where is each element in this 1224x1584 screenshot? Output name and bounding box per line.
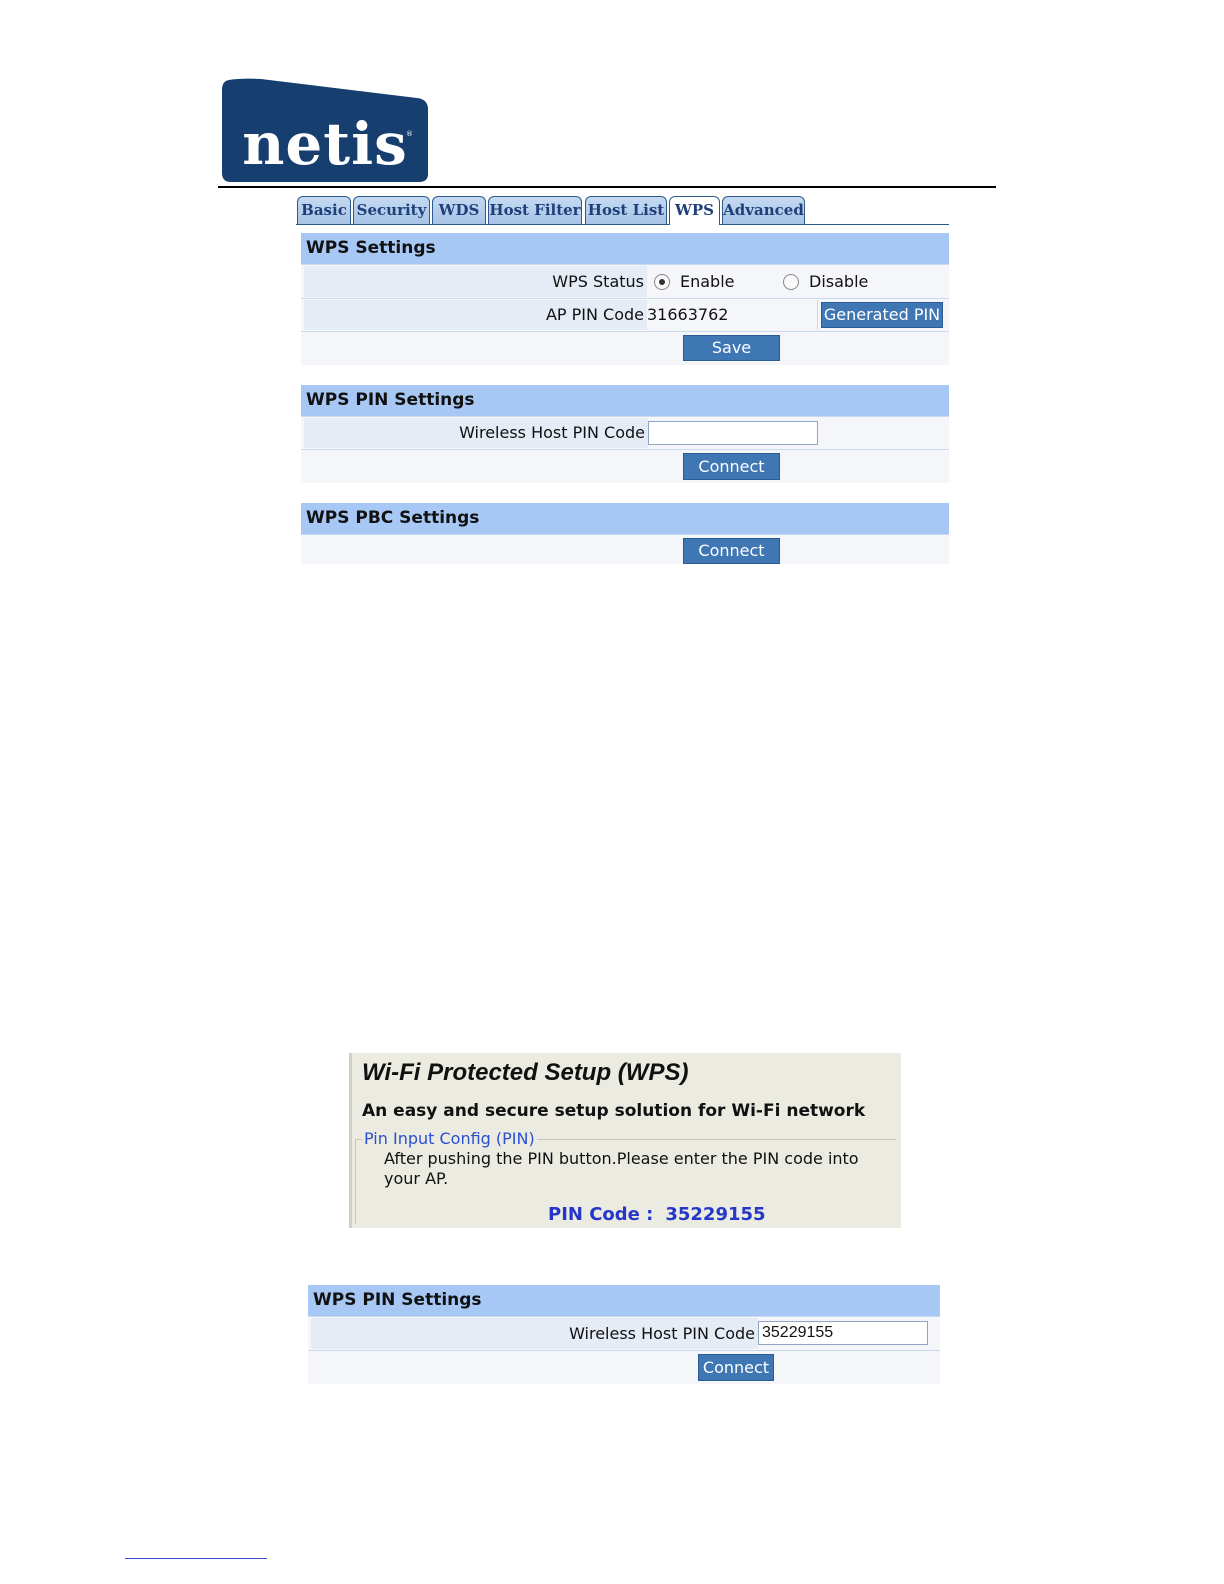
- tab-basic[interactable]: Basic: [297, 196, 351, 224]
- pin-input-legend[interactable]: Pin Input Config (PIN): [364, 1129, 535, 1148]
- registered-mark: ®: [406, 130, 413, 138]
- netis-logo: [221, 78, 429, 183]
- wps-pin-settings-panel-filled: [308, 1285, 940, 1384]
- wps-disable-radio[interactable]: [783, 274, 799, 290]
- wps-enable-radio[interactable]: [654, 274, 670, 290]
- ap-pin-row: [301, 298, 949, 331]
- wps-dialog-title: Wi-Fi Protected Setup (WPS): [362, 1059, 689, 1086]
- tab-advanced[interactable]: Advanced: [722, 196, 805, 224]
- tab-security[interactable]: Security: [353, 196, 430, 224]
- wps-dialog-pin: [548, 1204, 766, 1225]
- header-rule: [218, 186, 996, 188]
- wps-enable-label: Enable: [680, 272, 735, 291]
- wps-pbc-settings-title: WPS PBC Settings: [301, 503, 949, 534]
- save-row: [301, 331, 949, 365]
- host-pin-input[interactable]: [648, 421, 818, 445]
- pbc-connect-button[interactable]: Connect: [683, 538, 780, 564]
- save-button[interactable]: Save: [683, 335, 780, 361]
- wps-disable-label: Disable: [809, 272, 869, 291]
- pin-connect-button-2[interactable]: Connect: [698, 1354, 774, 1381]
- host-pin-label: Wireless Host PIN Code: [304, 418, 648, 448]
- pin-connect-button[interactable]: Connect: [683, 453, 780, 480]
- tab-bar: [296, 196, 949, 225]
- wps-dialog-subtitle: An easy and secure setup solution for Wi-Fi network: [362, 1101, 866, 1121]
- pin-connect-row: [301, 449, 949, 483]
- pin-code-label: PIN Code :: [548, 1204, 654, 1225]
- tab-host-filter[interactable]: Host Filter: [488, 196, 582, 224]
- wps-pin-settings-panel: [301, 385, 949, 482]
- wps-pin-settings-title-2: WPS PIN Settings: [308, 1285, 940, 1316]
- host-pin-label-2: Wireless Host PIN Code: [311, 1318, 758, 1349]
- tab-wds[interactable]: WDS: [432, 196, 486, 224]
- footer-link-underline: [125, 1558, 267, 1559]
- wps-settings-panel: [301, 233, 949, 364]
- host-pin-input-2[interactable]: [758, 1321, 928, 1345]
- ap-pin-value: 31663762: [647, 305, 729, 324]
- wps-settings-title: WPS Settings: [301, 233, 949, 264]
- wps-status-label: WPS Status: [304, 266, 647, 297]
- wps-pbc-settings-panel: [301, 503, 949, 563]
- tab-wps[interactable]: WPS: [669, 196, 720, 225]
- wps-status-row: [301, 264, 949, 298]
- wps-dialog-description: After pushing the PIN button.Please enter the PIN code into your AP.: [384, 1149, 859, 1188]
- wps-pin-settings-title: WPS PIN Settings: [301, 385, 949, 416]
- pbc-connect-row: [301, 534, 949, 564]
- host-pin-row: [301, 416, 949, 449]
- wps-dialog: [349, 1053, 901, 1228]
- pin-code-value: 35229155: [665, 1204, 766, 1225]
- logo-text: netis: [242, 110, 408, 178]
- generate-pin-button[interactable]: Generated PIN: [821, 302, 943, 328]
- pin-connect-row-2: [308, 1350, 940, 1384]
- tab-host-list[interactable]: Host List: [585, 196, 667, 224]
- ap-pin-label: AP PIN Code: [304, 300, 647, 330]
- host-pin-row-2: [308, 1316, 940, 1350]
